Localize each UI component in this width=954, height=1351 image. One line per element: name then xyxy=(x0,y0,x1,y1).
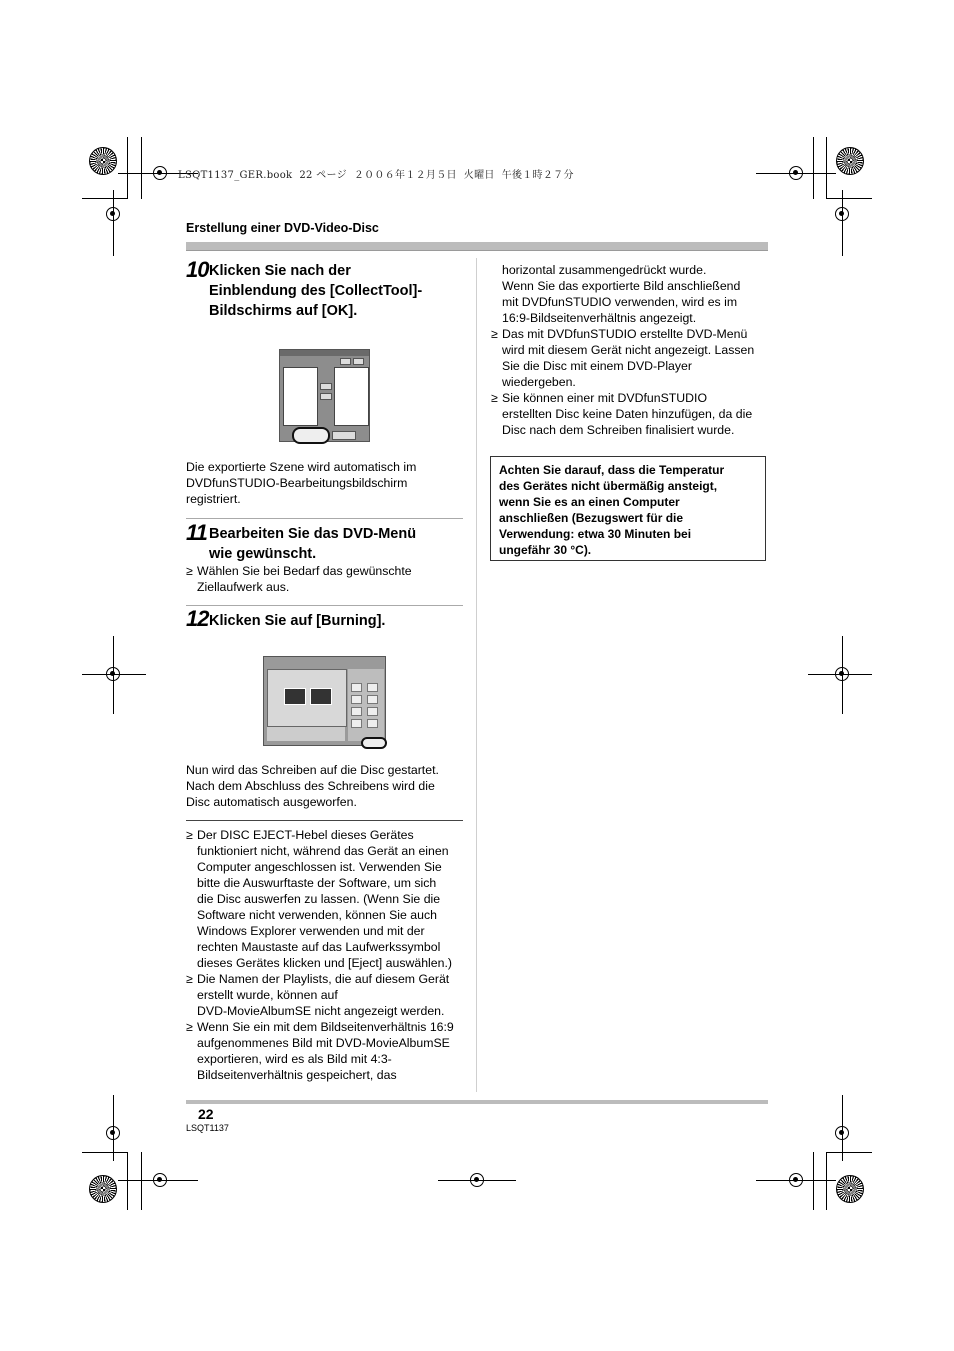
step-12-title: Klicken Sie auf [Burning]. xyxy=(209,613,386,629)
note-playlists: ≥ Die Namen der Playlists, die auf diesem Gerät erstellt wurde, können auf DVD-MovieAlbumSE nicht angezeigt werden. xyxy=(186,972,450,1018)
dvdfunstudio-screenshot xyxy=(263,656,386,746)
step-10-description: Die exportierte Szene wird automatisch im DVDfunSTUDIO-Bearbeitungsbildschirm registriert. xyxy=(186,460,417,506)
header-rule xyxy=(186,242,768,251)
footer-rule xyxy=(186,1100,768,1104)
registration-rosette-icon xyxy=(836,147,864,175)
registration-rosette-icon xyxy=(836,1175,864,1203)
notes-separator xyxy=(186,820,463,821)
book-file-info: LSQT1137_GER.book 22 ページ ２００６年１２月５日 火曜日 午後１時２７分 xyxy=(178,170,574,181)
step-separator xyxy=(186,605,463,606)
note-disc-eject: ≥ Der DISC EJECT-Hebel dieses Gerätes funktioniert nicht, während das Gerät an einen Computer angeschlossen ist. Verwenden Sie bitte die Auswurftaste der Software, um sich die Disc auswerfen zu lassen. (Wenn Sie die Software nicht verwenden, können Sie auch Windows Explorer verwenden und mit der rechten Maustaste auf das Laufwerkssymbol dieses Gerätes klicken und [Eject] auswählen.) xyxy=(186,828,452,970)
step-11-bullet: ≥ Wählen Sie bei Bedarf das gewünschte Ziellaufwerk aus. xyxy=(186,564,412,594)
section-header: Erstellung einer DVD-Video-Disc xyxy=(186,221,379,235)
collecttool-screenshot xyxy=(279,349,370,442)
document-code: LSQT1137 xyxy=(186,1123,229,1133)
column-divider xyxy=(476,258,477,1092)
registration-rosette-icon xyxy=(89,147,117,175)
registration-rosette-icon xyxy=(89,1175,117,1203)
step-12-number: 12 xyxy=(186,606,209,631)
step-10-number: 10 xyxy=(186,257,209,282)
page-number: 22 xyxy=(198,1106,214,1122)
step-12-description: Nun wird das Schreiben auf die Disc gestartet. Nach dem Abschluss des Schreibens wird die Disc automatisch ausgeworfen. xyxy=(186,763,439,809)
note-dvd-menu: ≥ Das mit DVDfunSTUDIO erstellte DVD-Menü wird mit diesem Gerät nicht angezeigt. Lassen Sie die Disc mit einem DVD-Player wiedergeben. xyxy=(491,327,755,389)
step-10-title: Klicken Sie nach der Einblendung des [CollectTool]- Bildschirms auf [OK]. xyxy=(209,263,423,319)
step-11-title: Bearbeiten Sie das DVD-Menü wie gewünscht. xyxy=(209,526,417,562)
step-separator xyxy=(186,518,463,519)
temperature-warning-box: Achten Sie darauf, dass die Temperatur des Gerätes nicht übermäßig ansteigt, wenn Sie es an einen Computer anschließen (Bezugswert für die Verwendung: etwa 30 Minuten bei ungefähr 30 °C). xyxy=(490,456,766,561)
note-aspect-ratio: ≥ Wenn Sie ein mit dem Bildseitenverhältnis 16:9 aufgenommenes Bild mit DVD-MovieAlbumSE exportieren, wird es als Bild mit 4:3- Bildseitenverhältnis gespeichert, das xyxy=(186,1020,454,1082)
note-finalized-disc: ≥ Sie können einer mit DVDfunSTUDIO erstellten Disc keine Daten hinzufügen, da die Disc nach dem Schreiben finalisiert wurde. xyxy=(491,391,753,437)
aspect-ratio-continuation: horizontal zusammengedrückt wurde. Wenn Sie das exportierte Bild anschließend mit DVDfunSTUDIO verwenden, wird es im 16:9-Bildseitenverhältnis angezeigt. xyxy=(502,263,741,325)
step-11-number: 11 xyxy=(186,520,207,545)
